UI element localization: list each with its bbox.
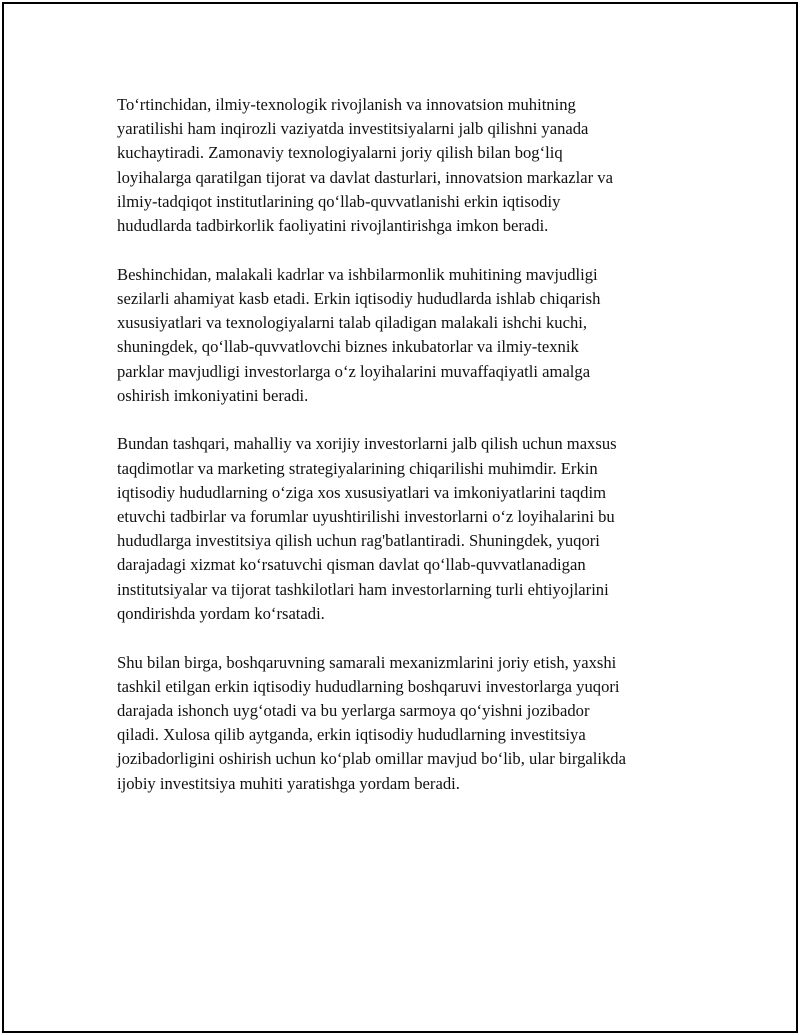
text-line: darajada ishonch uyg‘otadi va bu yerlarga sarmoya qo‘yishni jozibador [117,700,590,720]
paragraph-2 [117,263,689,408]
document-body [117,93,689,820]
text-line: ijobiy investitsiya muhiti yaratishga yordam beradi. [117,773,460,793]
text-line: tashkil etilgan erkin iqtisodiy hududlarning boshqaruvi investorlarga yuqori [117,676,620,696]
paragraph-1 [117,93,689,238]
text-line: darajadagi xizmat ko‘rsatuvchi qisman davlat qo‘llab-quvvatlanadigan [117,555,586,575]
text-line: etuvchi tadbirlar va forumlar uyushtirilishi investorlarni o‘z loyihalarini bu [117,507,615,527]
text-line: ilmiy-tadqiqot institutlarining qo‘llab-quvvatlanishi erkin iqtisodiy [117,191,561,211]
text-line: Shu bilan birga, boshqaruvning samarali mexanizmlarini joriy etish, yaxshi [117,652,617,672]
text-line: sezilarli ahamiyat kasb etadi. Erkin iqtisodiy hududlarda ishlab chiqarish [117,288,601,308]
text-line: parklar mavjudligi investorlarga o‘z loyihalarini muvaffaqiyatli amalga [117,361,591,381]
text-line: shuningdek, qo‘llab-quvvatlovchi biznes inkubatorlar va ilmiy-texnik [117,337,579,357]
text-line: xususiyatlari va texnologiyalarni talab qiladigan malakali ishchi kuchi, [117,313,588,333]
text-line: qondirishda yordam ko‘rsatadi. [117,603,325,623]
text-line: kuchaytiradi. Zamonaviy texnologiyalarni joriy qilish bilan bog‘liq [117,143,563,163]
text-line: Beshinchidan, malakali kadrlar va ishbilarmonlik muhitining mavjudligi [117,264,598,284]
text-line: hududlarga investitsiya qilish uchun rag'batlantiradi. Shuningdek, yuqori [117,531,600,551]
text-line: iqtisodiy hududlarning o‘ziga xos xususiyatlari va imkoniyatlarini taqdim [117,482,606,502]
paragraph-3 [117,432,689,626]
text-line: taqdimotlar va marketing strategiyalarining chiqarilishi muhimdir. Erkin [117,458,598,478]
text-line: hududlarda tadbirkorlik faoliyatini rivojlantirishga imkon beradi. [117,216,549,236]
text-line: loyihalarga qaratilgan tijorat va davlat dasturlari, innovatsion markazlar va [117,167,613,187]
text-line: To‘rtinchidan, ilmiy-texnologik rivojlanish va innovatsion muhitning [117,95,576,114]
text-line: qiladi. Xulosa qilib aytganda, erkin iqtisodiy hududlarning investitsiya [117,725,586,745]
paragraph-4 [117,651,689,796]
text-line: oshirish imkoniyatini beradi. [117,385,309,405]
text-line: Bundan tashqari, mahalliy va xorijiy investorlarni jalb qilish uchun maxsus [117,434,617,454]
text-line: institutsiyalar va tijorat tashkilotlari ham investorlarning turli ehtiyojlarini [117,579,609,599]
text-line: jozibadorligini oshirish uchun ko‘plab omillar mavjud bo‘lib, ular birgalikda [117,749,626,769]
text-line: yaratilishi ham inqirozli vaziyatda investitsiyalarni jalb qilishni yanada [117,119,589,139]
